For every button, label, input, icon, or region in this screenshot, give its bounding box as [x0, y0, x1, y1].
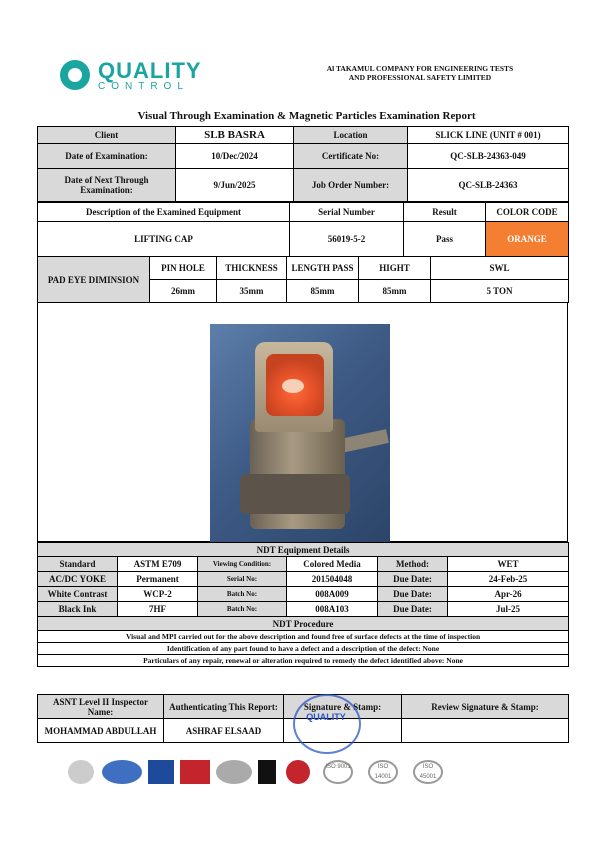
ndt-cell: AC/DC YOKE	[38, 572, 118, 587]
leea-logo-icon	[148, 760, 174, 784]
footer-logos	[68, 760, 538, 786]
serial-label: Serial Number	[290, 203, 404, 222]
logo-main-text: QUALITY	[98, 58, 202, 83]
photo-frame	[37, 302, 568, 542]
pin-hole-header: PIN HOLE	[150, 257, 217, 280]
iso-14001-label: ISO 14001	[374, 764, 392, 780]
thickness-value: 35mm	[217, 280, 287, 303]
review-label: Review Signature & Stamp:	[402, 695, 569, 719]
report-title: Visual Through Examination & Magnetic Particles Examination Report	[137, 110, 476, 122]
ndt-cell: Jul-25	[448, 602, 569, 617]
certificate-value: QC-SLB-24363-049	[408, 144, 569, 169]
length-pass-header: LENGTH PASS	[287, 257, 359, 280]
company-line-2: AND PROFESSIONAL SAFETY LIMITED	[348, 73, 492, 82]
procedure-title: NDT Procedure	[38, 617, 569, 631]
location-value: SLICK LINE (UNIT # 001)	[408, 127, 569, 144]
procedure-line: Identification of any part found to have a defect and a description of the defect: None	[38, 643, 569, 655]
logo-sub-text: CONTROL	[98, 81, 189, 92]
certificate-label: Certificate No:	[294, 144, 408, 169]
color-code-label: COLOR CODE	[486, 203, 569, 222]
date-exam-value: 10/Dec/2024	[176, 144, 294, 169]
ndt-cell: Due Date:	[378, 587, 448, 602]
ndt-cell: Serial No:	[198, 572, 287, 587]
ndt-cell: 008A103	[287, 602, 378, 617]
signature-label: Signature & Stamp:	[284, 695, 402, 719]
globe-logo-icon	[68, 760, 94, 784]
ndt-cell: WET	[448, 557, 569, 572]
client-value: SLB BASRA	[176, 127, 294, 144]
red-circle-logo-icon	[286, 760, 310, 784]
seal-logo-icon	[216, 760, 252, 784]
ndt-cell: WCP-2	[118, 587, 198, 602]
ndt-cell: Batch No:	[198, 587, 287, 602]
ndt-cell: Due Date:	[378, 572, 448, 587]
pin-hole-value: 26mm	[150, 280, 217, 303]
color-code-value: ORANGE	[486, 222, 569, 257]
ndt-title: NDT Equipment Details	[38, 543, 569, 557]
ndt-cell: Viewing Condition:	[198, 557, 287, 572]
iso-45001-icon	[413, 760, 443, 784]
black-logo-icon	[258, 760, 276, 784]
swl-value: 5 TON	[431, 280, 569, 303]
logo-q-icon	[60, 60, 90, 90]
result-value: Pass	[404, 222, 486, 257]
pad-eye-table	[37, 256, 569, 303]
ndt-cell: Standard	[38, 557, 118, 572]
asnt-logo-icon	[102, 760, 142, 784]
iso-14001-icon	[368, 760, 398, 784]
procedure-line: Visual and MPI carried out for the above description and found free of surface defects at the time of inspection	[38, 631, 569, 643]
job-order-label: Job Order Number:	[294, 169, 408, 202]
ndt-cell: White Contrast	[38, 587, 118, 602]
ndt-cell: Method:	[378, 557, 448, 572]
equipment-table	[37, 202, 569, 257]
next-exam-label: Date of Next Through Examination:	[38, 169, 176, 202]
red-badge-icon	[180, 760, 210, 784]
inspector-label: ASNT Level II Inspector Name:	[38, 695, 164, 719]
desc-label: Description of the Examined Equipment	[38, 203, 290, 222]
info-table	[37, 126, 569, 202]
inspector-value: MOHAMMAD ABDULLAH	[38, 719, 164, 743]
ndt-cell: 008A009	[287, 587, 378, 602]
client-label: Client	[38, 127, 176, 144]
authenticating-label: Authenticating This Report:	[164, 695, 284, 719]
ndt-cell: Due Date:	[378, 602, 448, 617]
result-label: Result	[404, 203, 486, 222]
swl-header: SWL	[431, 257, 569, 280]
ndt-cell: Colored Media	[287, 557, 378, 572]
ndt-cell: 201504048	[287, 572, 378, 587]
equipment-photo	[210, 324, 390, 544]
company-logo	[60, 58, 210, 98]
desc-value: LIFTING CAP	[38, 222, 290, 257]
ndt-cell: Apr-26	[448, 587, 569, 602]
job-order-value: QC-SLB-24363	[408, 169, 569, 202]
date-exam-label: Date of Examination:	[38, 144, 176, 169]
stamp-icon	[293, 694, 361, 754]
company-line-1: Al TAKAMUL COMPANY FOR ENGINEERING TESTS	[326, 64, 514, 73]
procedure-line: Particulars of any repair, renewal or alteration required to remedy the defect identified above: None	[38, 655, 569, 667]
ndt-cell: Black Ink	[38, 602, 118, 617]
serial-value: 56019-5-2	[290, 222, 404, 257]
company-name	[300, 64, 540, 82]
next-exam-value: 9/Jun/2025	[176, 169, 294, 202]
ndt-cell: 7HF	[118, 602, 198, 617]
location-label: Location	[294, 127, 408, 144]
review-cell	[402, 719, 569, 743]
ndt-cell: ASTM E709	[118, 557, 198, 572]
ndt-cell: 24-Feb-25	[448, 572, 569, 587]
ndt-table	[37, 542, 569, 667]
stamp-text: QUALITY	[306, 712, 346, 722]
thickness-header: THICKNESS	[217, 257, 287, 280]
pad-eye-label: PAD EYE DIMINSION	[38, 257, 150, 303]
ndt-cell: Batch No:	[198, 602, 287, 617]
hight-header: HIGHT	[359, 257, 431, 280]
iso-45001-label: ISO 45001	[419, 764, 437, 780]
ndt-cell: Permanent	[118, 572, 198, 587]
hight-value: 85mm	[359, 280, 431, 303]
authenticating-value: ASHRAF ELSAAD	[164, 719, 284, 743]
length-pass-value: 85mm	[287, 280, 359, 303]
iso-9001-icon	[323, 760, 353, 784]
iso-9001-label: ISO 9001	[325, 764, 351, 770]
